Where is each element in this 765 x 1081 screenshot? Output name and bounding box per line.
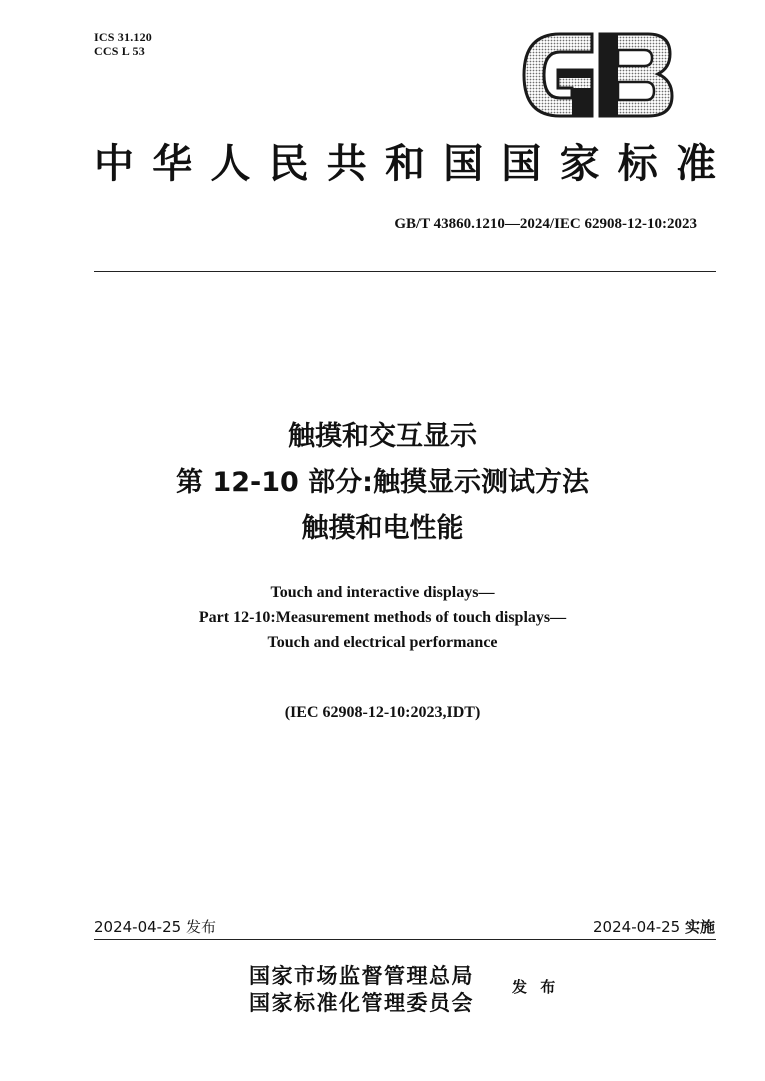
- english-title-line-2: Part 12-10:Measurement methods of touch displays—: [198, 609, 567, 626]
- implementation-date: [593, 916, 715, 937]
- chinese-title-line-1: 触摸和交互显示: [288, 421, 477, 452]
- implementation-date-value: 2024-04-25: [593, 918, 681, 936]
- header-divider: [94, 271, 716, 272]
- chinese-title: [0, 414, 765, 552]
- classification-codes: [94, 30, 152, 58]
- footer-divider: [94, 939, 716, 940]
- chinese-title-line-2: 第 12-10 部分:触摸显示测试方法: [176, 467, 589, 498]
- publish-label: 发 布: [512, 978, 560, 996]
- ccs-code: CCS L 53: [94, 44, 145, 58]
- iec-equivalence-reference: (IEC 62908-12-10:2023,IDT): [284, 704, 481, 721]
- ics-code: ICS 31.120: [94, 30, 153, 44]
- publisher-samr: 国家市场监督管理总局: [249, 963, 474, 988]
- gb-logo-icon: [520, 30, 676, 120]
- standard-number: GB/T 43860.1210—2024/IEC 62908-12-10:2023: [394, 216, 697, 232]
- chinese-title-line-3: 触摸和电性能: [301, 513, 464, 544]
- publishing-authorities: [249, 962, 474, 1016]
- english-title-line-1: Touch and interactive displays—: [270, 584, 495, 601]
- english-title-line-3: Touch and electrical performance: [267, 634, 498, 651]
- publisher-sac: 国家标准化管理委员会: [249, 990, 474, 1015]
- issue-date-label: 发布: [185, 918, 216, 936]
- national-standard-title: 中华人民共和国国家标准: [94, 140, 716, 187]
- implementation-date-label: 实施: [684, 918, 715, 936]
- issue-date: [94, 916, 216, 937]
- english-title: [0, 580, 765, 655]
- issue-date-value: 2024-04-25: [94, 918, 182, 936]
